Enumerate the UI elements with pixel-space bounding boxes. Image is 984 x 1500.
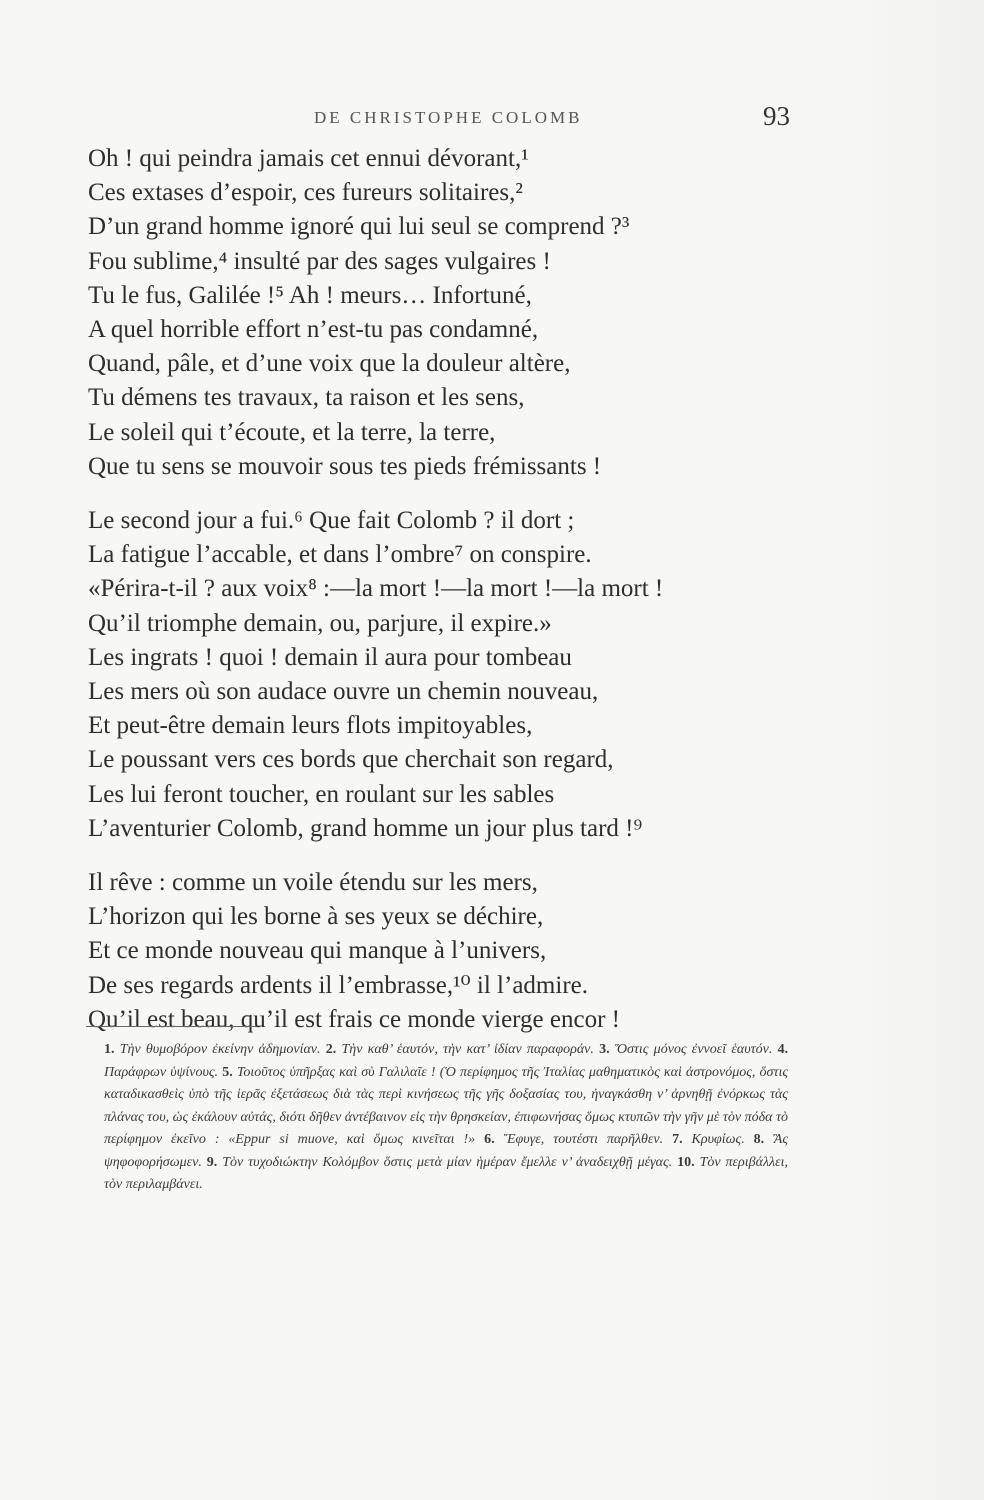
footnote-text: Τὴν καθ’ ἑαυτόν, τὴν κατ’ ἰδίαν παραφοράν. [341,1042,594,1057]
footnote-number: 5. [222,1064,233,1080]
verse-line: Fou sublime,⁴ insulté par des sages vulgaires ! [88,247,551,275]
footnote [672,1132,745,1147]
footnote [484,1132,663,1147]
footnote-text: Ἂς ψηφοφορήσωμεν. [104,1132,789,1170]
verse-line: L’aventurier Colomb, grand homme un jour plus tard !⁹ [88,814,643,842]
verse-line: D’un grand homme ignoré qui lui seul se comprend ?³ [88,213,630,241]
facing-page-bleed [834,0,984,1500]
verse-line: Tu le fus, Galilée !⁵ Ah ! meurs… Infortuné, [88,281,532,309]
verse-line: Oh ! qui peindra jamais cet ennui dévorant,¹ [88,145,529,172]
stanza [88,142,788,484]
footnote-number: 4. [777,1042,789,1057]
verse-line: Il rêve : comme un voile étendu sur les mers, [88,869,538,897]
verse-line: Les mers où son audace ouvre un chemin nouveau, [88,678,599,706]
stanza [88,866,788,1037]
verse-line: Les lui feront toucher, en roulant sur les sables [88,780,555,808]
page-header [314,103,834,137]
running-title: DE CHRISTOPHE COLOMB [314,108,583,127]
footnote-text: Κρυφίως. [691,1132,745,1147]
footnote [326,1042,594,1057]
verse-line: Qu’il triomphe demain, ou, parjure, il expire.» [88,609,552,637]
footnote-number: 1. [104,1042,115,1057]
verse-line: La fatigue l’accable, et dans l’ombre⁷ on conspire. [88,541,592,569]
footnote-number: 7. [672,1132,683,1147]
verse-line: Et ce monde nouveau qui manque à l’univers, [88,937,547,965]
verse-line: Que tu sens se mouvoir sous tes pieds frémissants ! [88,452,602,480]
footnote-number: 8. [753,1132,765,1147]
verse-line: Et peut-être demain leurs flots impitoyables, [88,712,533,740]
stanza [88,504,788,846]
verse-line: Le soleil qui t’écoute, et la terre, la terre, [88,418,496,446]
verse-line: Le poussant vers ces bords que cherchait son regard, [88,746,614,774]
footnote [599,1042,772,1057]
verse-line: Les ingrats ! quoi ! demain il aura pour tombeau [88,643,572,671]
footnote-text: Ἔφυγε, τουτέστι παρῆλθεν. [503,1132,664,1147]
footnote-text: Τὴν θυμοβόρον ἐκείνην ἀδημονίαν. [119,1042,321,1057]
verse-line: Le second jour a fui.⁶ Que fait Colomb ? il dort ; [88,507,575,535]
verse-line: Ces extases d’espoir, ces fureurs solitaires,² [88,179,523,207]
verse-line: «Périra-t-il ? aux voix⁸ :—la mort !—la mort !—la mort ! [88,575,664,603]
footnote-number: 3. [599,1042,610,1057]
footnote-text: Ὅστις μόνος ἐννοεῖ ἑαυτόν. [614,1042,773,1057]
footnote-number: 2. [325,1042,337,1057]
footnote-text: Παράφρων ὑψίνους. [104,1064,219,1080]
footnote-number: 9. [206,1154,218,1170]
verse-line: A quel horrible effort n’est-tu pas condamné, [88,316,539,344]
verse-line: De ses regards ardents il l’embrasse,¹⁰ il l’admire. [88,971,588,999]
verse-line: L’horizon qui les borne à ses yeux se déchire, [88,903,544,931]
footnote-text: Τὸν τυχοδιώκτην Κολόμβον ὅστις μετὰ μίαν ἡμέραν ἔμελλε ν’ ἀναδειχθῇ μέγας. [222,1154,673,1170]
footnotes [104,1039,788,1197]
page-number: 93 [763,101,790,131]
footnote [207,1155,672,1170]
verse-line: Quand, pâle, et d’une voix que la douleur altère, [88,350,571,378]
poem [88,142,788,1037]
verse-line: Tu démens tes travaux, ta raison et les sens, [88,384,525,412]
footnote-number: 10. [677,1154,695,1170]
verse-line: Qu’il est beau, qu’il est frais ce monde vierge encor ! [88,1005,620,1033]
footnote [104,1042,321,1057]
footnote-text: Τὸν περιβάλλει, τὸν περιλαμβάνει. [104,1154,789,1192]
footnote-number: 6. [484,1132,495,1147]
footnote-text: Τοιοῦτος ὑπῆρξας καὶ σὺ Γαλιλαῖε ! (Ὁ περίφημος τῆς Ἰταλίας μαθηματικὸς καὶ ἀστρονόμος, ὅστις καταδικασθεὶς ὑπὸ τῆς ἱερᾶς ἐξετάσεως διὰ τὰς περὶ κινήσεως τῆς γῆς δοξασίας του, ἠναγκάσθη ν’ ἀρνηθῇ ἐνόρκως τὰς πλάνας του, ὡς ἐκάλουν αὐτάς, διότι δῆθεν ἀντέβαινον εἰς τὴν θρησκείαν, ἐπιφωνήσας ὅμως κτυπῶν τὴν γῆν μὲ τὸν πόδα τὸ περίφημον ἐκεῖνο : «Eppur si muove, καὶ ὅμως κινεῖται !» [104,1064,789,1147]
footnote-rule [86,1026,256,1027]
